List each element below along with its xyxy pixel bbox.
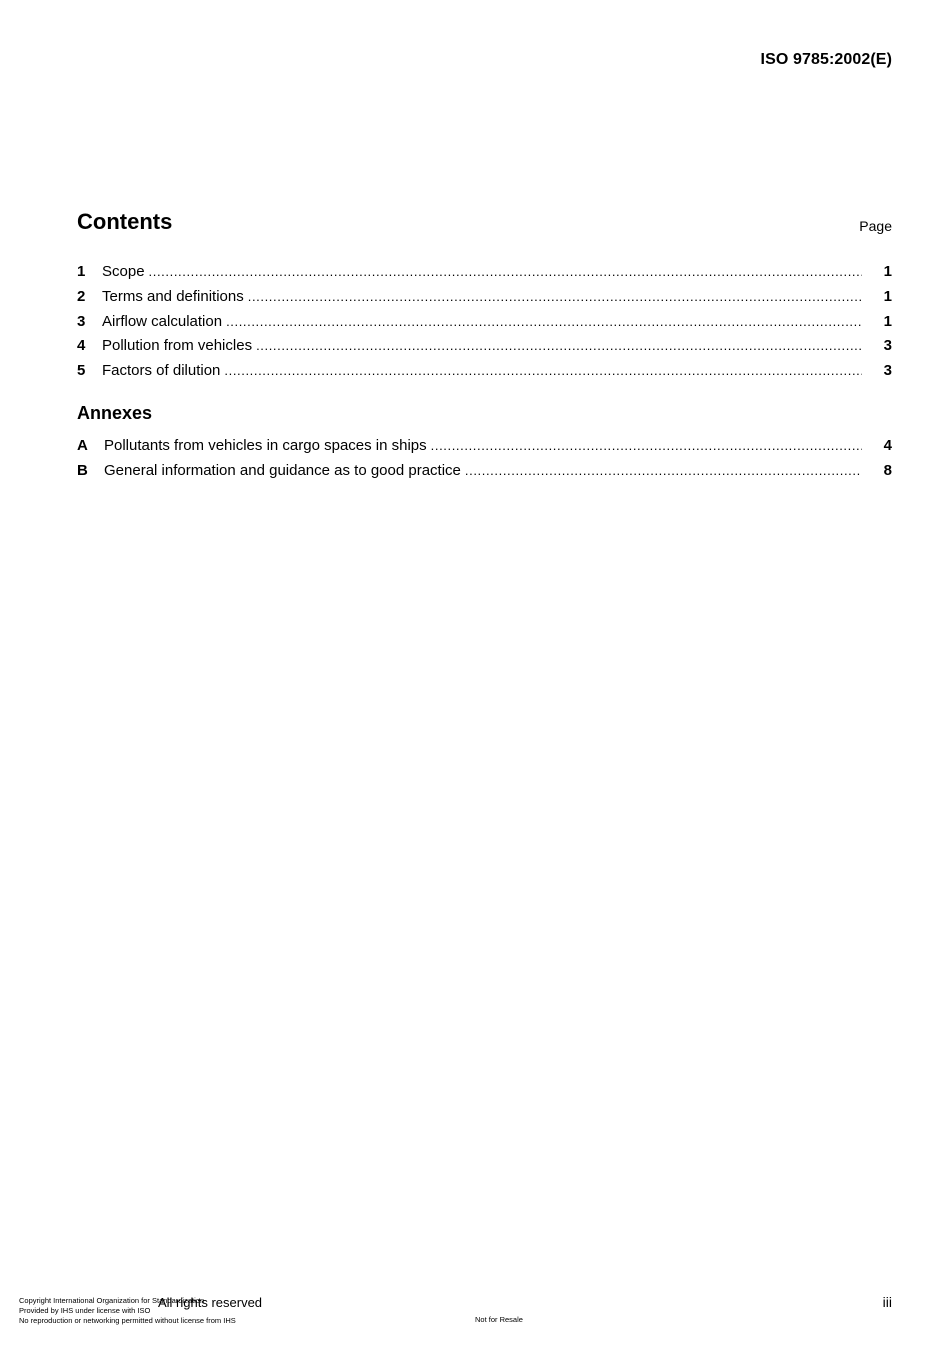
leader-dots (248, 289, 862, 304)
document-id: ISO 9785:2002(E) (760, 51, 892, 68)
copyright-line: Copyright International Organization for Standardization (19, 1296, 205, 1305)
toc-entry-page: 3 (883, 337, 892, 355)
annex-entry-title: Pollutants from vehicles in cargo spaces in ships (104, 437, 427, 454)
annex-entry-page: 4 (883, 437, 892, 454)
leader-dots (431, 438, 862, 453)
toc-entry[interactable] (77, 263, 892, 288)
toc-entry-page: 1 (883, 263, 892, 280)
toc-entry-title: Terms and definitions (102, 287, 244, 305)
toc-entry-page: 3 (883, 362, 892, 380)
toc-entry-page: 1 (883, 287, 892, 305)
annex-entry-letter: B (77, 461, 88, 479)
annex-entry-letter: A (77, 437, 88, 454)
toc-entry[interactable] (77, 313, 892, 338)
toc-entry-number: 4 (77, 337, 86, 355)
leader-dots (226, 314, 862, 329)
contents-heading: Contents (77, 209, 173, 234)
annexes-heading: Annexes (77, 403, 153, 423)
toc-entry-number: 1 (77, 263, 86, 280)
contents-list (77, 263, 892, 387)
toc-entry-page: 1 (883, 312, 892, 330)
toc-entry-title: Pollution from vehicles (102, 337, 253, 355)
toc-entry[interactable] (77, 337, 892, 362)
reproduction-line: No reproduction or networking permitted without license from IHS (19, 1316, 236, 1325)
toc-entry-number: 5 (77, 362, 86, 380)
leader-dots (149, 264, 862, 279)
license-line: Provided by IHS under license with ISO (19, 1306, 151, 1315)
leader-dots (224, 363, 862, 378)
annex-entry-page: 8 (883, 461, 892, 479)
leader-dots (256, 338, 862, 353)
toc-entry-title: Airflow calculation (102, 312, 223, 330)
annexes-list (77, 437, 892, 487)
annex-entry[interactable] (77, 437, 892, 462)
annex-entry[interactable] (77, 462, 892, 487)
copyright-footer (19, 1296, 236, 1326)
toc-entry[interactable] (77, 362, 892, 387)
not-for-resale-notice: Not for Resale (475, 1315, 523, 1324)
toc-entry-title: Scope (102, 263, 145, 280)
page-column-label: Page (859, 218, 892, 234)
page-number: iii (882, 1294, 892, 1310)
toc-entry[interactable] (77, 288, 892, 313)
leader-dots (465, 463, 862, 478)
toc-entry-number: 3 (77, 312, 86, 330)
annex-entry-title: General information and guidance as to good practice (104, 461, 461, 479)
toc-entry-number: 2 (77, 287, 86, 305)
toc-entry-title: Factors of dilution (102, 362, 221, 380)
rights-reserved-text: All rights reserved (158, 1295, 263, 1310)
